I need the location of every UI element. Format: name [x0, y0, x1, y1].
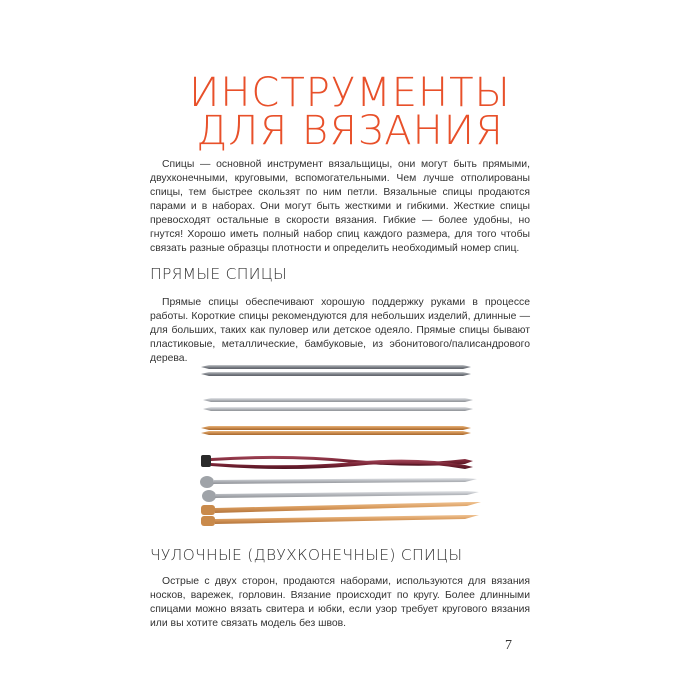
intro-paragraph: Спицы — основной инструмент вязальщицы, они могут быть прямыми, двухконечными, круговыми, вспомогательными. Чем лучше отполированы спицы, тем быстрее скользят по ним петли. Вязальные спицы продаются парами и в наборах. Они могут быть жесткими и гибкими. Жесткие спицы превосходят остальные в скорости вязания. Гибкие — более удобны, но гнутся! Хорошо иметь полный набор спиц каждого размера, для того чтобы связать разные образцы плотности и определить необходимый номер спиц. [150, 159, 530, 254]
wooden-needles [201, 502, 481, 526]
steel-double-pointed-needles [201, 365, 471, 376]
plastic-needles [200, 476, 479, 502]
double-pointed-needles-paragraph: Острые с двух сторон, продаются наборами, используются для вязания носков, варежек, горловин. Вязание происходит по кругу. Более длинными спицами можно вязать свитера и юбки, если узор требует кругового вязания или вы хотите связать модель без швов. [150, 576, 530, 629]
light-metal-needles [203, 398, 473, 411]
knitting-needles-illustration [195, 355, 495, 535]
section-heading-double-pointed-needles: ЧУЛОЧНЫЕ (ДВУХКОНЕЧНЫЕ) СПИЦЫ [150, 546, 463, 564]
ebony-needles [201, 455, 473, 469]
bamboo-needles [201, 426, 471, 435]
straight-needles-paragraph: Прямые спицы обеспечивают хорошую поддержку руками в процессе работы. Короткие спицы рекомендуются для небольших изделий, длинные — для больших, таких как пуловер или детское одеяло. Прямые спицы бывают пластиковые, металлические, бамбуковые, из эбонитового/палисандрового дерева. [150, 297, 530, 364]
section-heading-straight-needles: ПРЯМЫЕ СПИЦЫ [150, 265, 288, 283]
page-title-line-2: ДЛЯ ВЯЗАНИЯ [196, 108, 504, 154]
page-number: 7 [505, 638, 512, 653]
page-title-line-1: ИНСТРУМЕНТЫ [189, 70, 511, 116]
